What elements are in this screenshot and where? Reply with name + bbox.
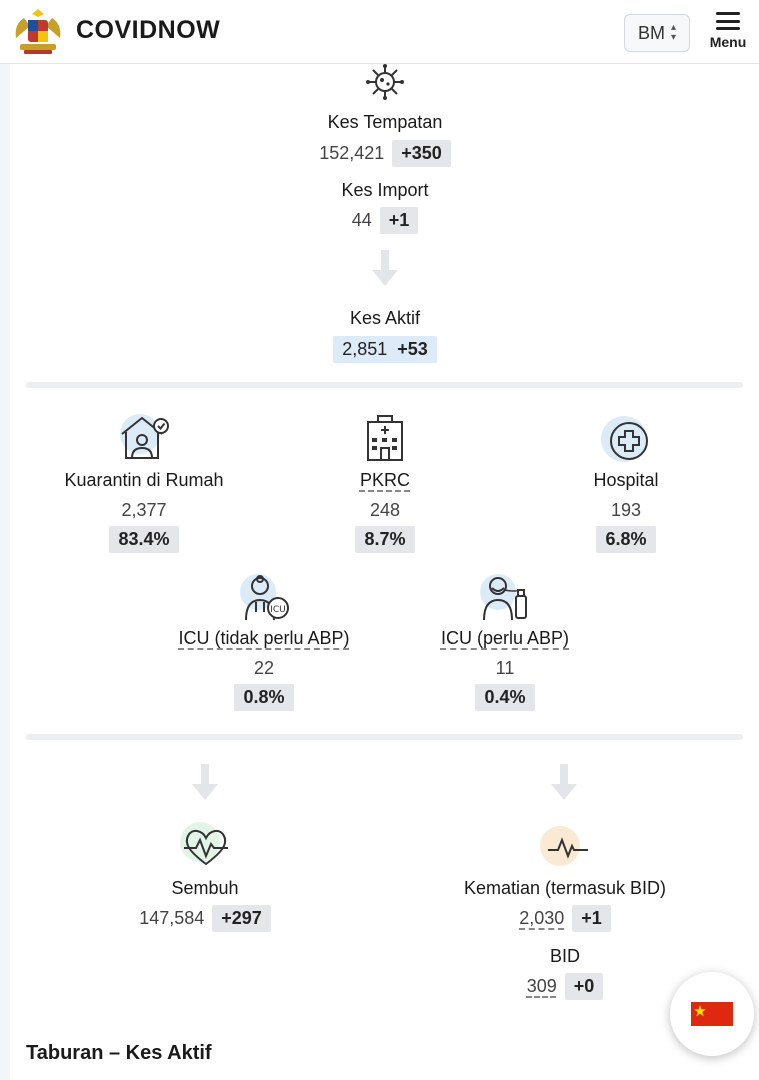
home-quarantine-value: 2,377	[121, 500, 167, 520]
select-chevron-icon: ▴ ▾	[670, 22, 677, 43]
import-cases-value: 44	[351, 210, 372, 230]
hospital-pct: 6.8%	[596, 526, 655, 553]
pkrc-value: 248	[369, 500, 401, 520]
menu-button[interactable]	[704, 12, 752, 50]
divider	[26, 734, 743, 740]
icu-ventilator-pct-wrap	[395, 684, 615, 711]
icu-no-ventilator-pct-wrap	[154, 684, 374, 711]
local-cases-row	[230, 140, 540, 167]
pkrc-label[interactable]: PKRC	[359, 470, 410, 490]
bid-row	[440, 973, 690, 1000]
icu-ventilator-pct: 0.4%	[475, 684, 534, 711]
language-flag-button[interactable]	[670, 972, 754, 1056]
hospital-value: 193	[610, 500, 642, 520]
active-cases-label: Kes Aktif	[349, 308, 421, 328]
active-cases-value: 2,851	[342, 339, 388, 359]
pkrc-pct-wrap	[285, 526, 485, 553]
top-header	[0, 0, 759, 64]
home-quarantine-pct-wrap	[44, 526, 244, 553]
section-title: Taburan – Kes Aktif	[26, 1042, 212, 1064]
home-quarantine-icon	[116, 412, 172, 462]
recovered-label: Sembuh	[171, 878, 239, 898]
icu-doctor-icon	[240, 572, 292, 622]
icu-ventilator-label[interactable]: ICU (perlu ABP)	[440, 628, 570, 648]
home-quarantine-label: Kuarantin di Rumah	[64, 470, 224, 490]
import-cases-change: +1	[380, 207, 419, 234]
deaths-change: +1	[572, 905, 611, 932]
active-cases-row	[230, 336, 540, 363]
heart-pulse-icon	[182, 826, 230, 868]
pkrc-pct: 8.7%	[355, 526, 414, 553]
pulse-line-icon	[546, 834, 590, 860]
hamburger-icon	[716, 12, 740, 30]
recovered-row	[105, 905, 305, 932]
home-quarantine-pct: 83.4%	[109, 526, 178, 553]
local-cases-value: 152,421	[319, 143, 385, 163]
bid-change: +0	[565, 973, 604, 1000]
arrow-down-icon	[370, 248, 400, 288]
language-select[interactable]	[624, 14, 690, 52]
import-cases-label: Kes Import	[341, 180, 429, 200]
bid-value[interactable]: 309	[526, 976, 557, 996]
active-cases-box	[333, 336, 437, 363]
hospital-cross-icon	[606, 418, 652, 464]
svg-text:ICU: ICU	[270, 605, 286, 615]
malaysia-coat-of-arms-logo[interactable]	[10, 8, 66, 56]
icu-ventilator-value: 11	[495, 658, 515, 678]
deaths-row	[440, 905, 690, 932]
hospital-label: Hospital	[593, 470, 659, 490]
icu-no-ventilator-label[interactable]: ICU (tidak perlu ABP)	[178, 628, 350, 648]
arrow-down-icon	[549, 762, 579, 802]
brand-title[interactable]: COVIDNOW	[76, 16, 221, 44]
deaths-value[interactable]: 2,030	[519, 908, 565, 928]
bid-label: BID	[549, 946, 580, 966]
ventilator-icon	[480, 572, 532, 622]
icu-no-ventilator-value: 22	[253, 658, 275, 678]
arrow-down-icon	[190, 762, 220, 802]
icu-no-ventilator-pct: 0.8%	[234, 684, 293, 711]
recovered-value: 147,584	[139, 908, 205, 928]
active-cases-change: +53	[397, 339, 428, 359]
virus-icon	[364, 62, 406, 100]
recovered-change: +297	[212, 905, 271, 932]
divider	[26, 382, 743, 388]
import-cases-row	[230, 207, 540, 234]
language-value: BM	[637, 22, 665, 43]
china-flag-icon	[691, 1002, 733, 1026]
local-cases-change: +350	[392, 140, 451, 167]
local-cases-label: Kes Tempatan	[327, 112, 443, 132]
hospital-pct-wrap	[526, 526, 726, 553]
menu-label: Menu	[709, 34, 747, 50]
deaths-label: Kematian (termasuk BID)	[463, 878, 667, 898]
pkrc-building-icon	[360, 414, 410, 462]
